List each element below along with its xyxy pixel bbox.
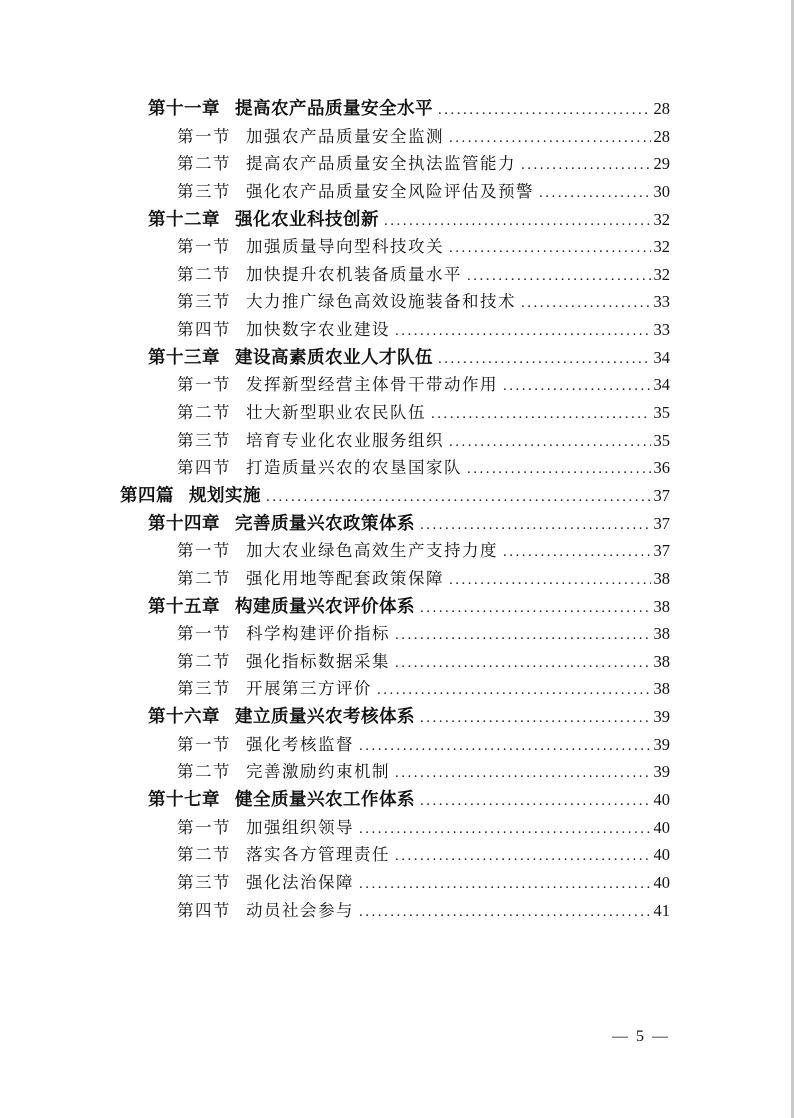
toc-entry-number: 第三节: [177, 872, 231, 892]
toc-entry-title: 动员社会参与: [246, 900, 354, 920]
toc-entry-number: 第二节: [177, 845, 231, 865]
toc-entry-page: 33: [653, 292, 670, 312]
toc-entry-number: 第一节: [177, 375, 231, 395]
toc-entry: [120, 675, 670, 703]
toc-entry-page: 36: [653, 458, 670, 478]
toc-entry: [120, 178, 670, 206]
toc-list: [120, 95, 670, 924]
toc-entry-page: 35: [653, 430, 670, 450]
toc-entry-number: 第三节: [177, 181, 231, 201]
toc-entry-page: 32: [653, 264, 670, 284]
toc-dot-leader: [521, 152, 651, 180]
toc-entry-page: 38: [653, 651, 670, 671]
toc-dot-leader: [467, 456, 651, 484]
footer-page-number: — 5 —: [612, 1028, 670, 1045]
toc-entry-page: 38: [653, 568, 670, 588]
toc-entry-page: 39: [653, 762, 670, 782]
toc-entry: [120, 95, 670, 123]
toc-entry: [120, 897, 670, 925]
toc-entry-page: 38: [653, 679, 670, 699]
toc-dot-leader: [449, 567, 651, 595]
toc-entry-number: 第四节: [177, 320, 231, 340]
toc-entry-title: 强化用地等配套政策保障: [246, 568, 444, 588]
toc-entry-page: 40: [653, 845, 670, 865]
toc-dot-leader: [449, 429, 651, 457]
toc-entry-number: 第三节: [177, 292, 231, 312]
toc-entry-title: 完善质量兴农政策体系: [235, 512, 415, 533]
toc-entry: [120, 648, 670, 676]
toc-dot-leader: [539, 180, 651, 208]
toc-dot-leader: [359, 816, 651, 844]
toc-dot-leader: [503, 373, 651, 401]
toc-entry-title: 提高农产品质量安全水平: [235, 98, 433, 118]
toc-dot-leader: [431, 401, 651, 429]
toc-entry-number: 第十一章: [148, 98, 220, 118]
toc-entry-title: 培育专业化农业服务组织: [246, 430, 444, 450]
toc-entry-title: 开展第三方评价: [246, 679, 372, 699]
toc-entry-number: 第十六章: [148, 706, 220, 727]
toc-entry-number: 第十四章: [148, 512, 220, 533]
toc-entry-number: 第二节: [177, 154, 231, 174]
toc-dot-leader: [420, 788, 651, 816]
toc-entry-title: 构建质量兴农评价体系: [235, 595, 415, 616]
toc-entry: [120, 371, 670, 399]
toc-entry-number: 第一节: [177, 126, 231, 146]
toc-entry-number: 第四节: [177, 900, 231, 920]
toc-entry-page: 39: [653, 734, 670, 754]
toc-entry-title: 加大农业绿色高效生产支持力度: [246, 541, 498, 561]
toc-entry-title: 强化农产品质量安全风险评估及预警: [246, 181, 534, 201]
toc-entry-title: 强化考核监督: [246, 734, 354, 754]
toc-entry-page: 29: [653, 154, 670, 174]
toc-entry-title: 加快提升农机装备质量水平: [246, 264, 462, 284]
toc-entry-page: 30: [653, 181, 670, 201]
toc-entry-number: 第十五章: [148, 595, 220, 616]
toc-entry-title: 加快数字农业建设: [246, 320, 390, 340]
toc-entry-page: 38: [653, 624, 670, 644]
toc-entry-number: 第一节: [177, 817, 231, 837]
toc-entry-page: 37: [653, 513, 670, 533]
toc-entry-title: 规划实施: [189, 484, 261, 505]
toc-entry-number: 第十二章: [148, 208, 220, 229]
toc-entry-title: 落实各方管理责任: [246, 845, 390, 865]
toc-dot-leader: [359, 871, 651, 899]
toc-entry-page: 40: [653, 817, 670, 837]
toc-entry-number: 第十三章: [148, 346, 220, 367]
toc-dot-leader: [377, 677, 651, 705]
toc-entry-title: 科学构建评价指标: [246, 624, 390, 644]
toc-entry-page: 38: [653, 596, 670, 616]
toc-entry-number: 第四节: [177, 458, 231, 478]
toc-dot-leader: [395, 650, 651, 678]
toc-dot-leader: [420, 705, 651, 733]
toc-entry: [120, 344, 670, 372]
toc-entry-title: 加强质量导向型科技攻关: [246, 237, 444, 257]
toc-entry-number: 第二节: [177, 403, 231, 423]
toc-entry-number: 第二节: [177, 762, 231, 782]
toc-entry-number: 第一节: [177, 734, 231, 754]
toc-entry-page: 41: [653, 900, 670, 920]
toc-dot-leader: [521, 290, 651, 318]
toc-entry: [120, 482, 670, 510]
toc-dot-leader: [420, 595, 651, 623]
toc-entry-number: 第一节: [177, 624, 231, 644]
toc-entry: [120, 758, 670, 786]
toc-entry: [120, 593, 670, 621]
toc-entry: [120, 537, 670, 565]
toc-entry: [120, 786, 670, 814]
toc-entry-number: 第四篇: [120, 484, 174, 505]
toc-entry: [120, 316, 670, 344]
toc-dot-leader: [359, 899, 651, 927]
toc-dot-leader: [467, 263, 651, 291]
toc-entry-page: 33: [653, 320, 670, 340]
toc-dot-leader: [449, 125, 651, 153]
toc-entry: [120, 288, 670, 316]
toc-entry-page: 37: [653, 485, 670, 505]
toc-entry-title: 提高农产品质量安全执法监管能力: [246, 154, 516, 174]
toc-entry-number: 第一节: [177, 541, 231, 561]
toc-entry-number: 第三节: [177, 679, 231, 699]
toc-dot-leader: [449, 235, 651, 263]
toc-entry: [120, 123, 670, 151]
toc-entry-page: 40: [653, 790, 670, 810]
toc-dot-leader: [359, 733, 651, 761]
toc-entry: [120, 261, 670, 289]
toc-entry-title: 壮大新型职业农民队伍: [246, 403, 426, 423]
toc-entry-title: 打造质量兴农的农垦国家队: [246, 458, 462, 478]
toc-dot-leader: [384, 208, 651, 236]
toc-entry-title: 发挥新型经营主体骨干带动作用: [246, 375, 498, 395]
toc-entry-title: 建设高素质农业人才队伍: [235, 346, 433, 367]
toc-entry-number: 第十七章: [148, 789, 220, 810]
toc-entry-title: 加强农产品质量安全监测: [246, 126, 444, 146]
toc-entry-page: 34: [653, 347, 670, 367]
toc-entry-title: 强化指标数据采集: [246, 651, 390, 671]
toc-entry-number: 第二节: [177, 568, 231, 588]
toc-entry: [120, 510, 670, 538]
toc-entry-title: 大力推广绿色高效设施装备和技术: [246, 292, 516, 312]
toc-dot-leader: [438, 97, 651, 125]
toc-entry-title: 加强组织领导: [246, 817, 354, 837]
toc-dot-leader: [503, 539, 651, 567]
toc-entry-number: 第一节: [177, 237, 231, 257]
toc-entry-number: 第二节: [177, 651, 231, 671]
toc-entry-page: 28: [653, 126, 670, 146]
toc-entry-page: 40: [653, 872, 670, 892]
toc-entry-page: 34: [653, 375, 670, 395]
toc-entry-title: 健全质量兴农工作体系: [235, 789, 415, 810]
toc-entry-page: 37: [653, 541, 670, 561]
toc-entry-page: 28: [653, 99, 670, 118]
toc-dot-leader: [266, 484, 651, 512]
toc-dot-leader: [395, 843, 651, 871]
toc-entry-title: 强化法治保障: [246, 872, 354, 892]
toc-entry-number: 第二节: [177, 264, 231, 284]
toc-entry-title: 建立质量兴农考核体系: [235, 706, 415, 727]
toc-dot-leader: [395, 318, 651, 346]
toc-entry: [120, 427, 670, 455]
toc-dot-leader: [395, 622, 651, 650]
toc-entry: [120, 869, 670, 897]
toc-dot-leader: [420, 512, 651, 540]
toc-entry: [120, 454, 670, 482]
toc-entry: [120, 233, 670, 261]
toc-entry: [120, 150, 670, 178]
toc-entry: [120, 703, 670, 731]
toc-entry-page: 39: [653, 707, 670, 727]
toc-entry-page: 32: [653, 209, 670, 229]
toc-entry: [120, 206, 670, 234]
toc-entry: [120, 841, 670, 869]
toc-entry: [120, 399, 670, 427]
toc-entry-page: 35: [653, 403, 670, 423]
toc-dot-leader: [395, 760, 651, 788]
toc-entry: [120, 814, 670, 842]
toc-dot-leader: [438, 346, 651, 374]
toc-entry: [120, 565, 670, 593]
toc-entry-page: 32: [653, 237, 670, 257]
toc-entry-title: 强化农业科技创新: [235, 208, 379, 229]
toc-entry: [120, 731, 670, 759]
toc-entry: [120, 620, 670, 648]
toc-entry-title: 完善激励约束机制: [246, 762, 390, 782]
toc-entry-number: 第三节: [177, 430, 231, 450]
